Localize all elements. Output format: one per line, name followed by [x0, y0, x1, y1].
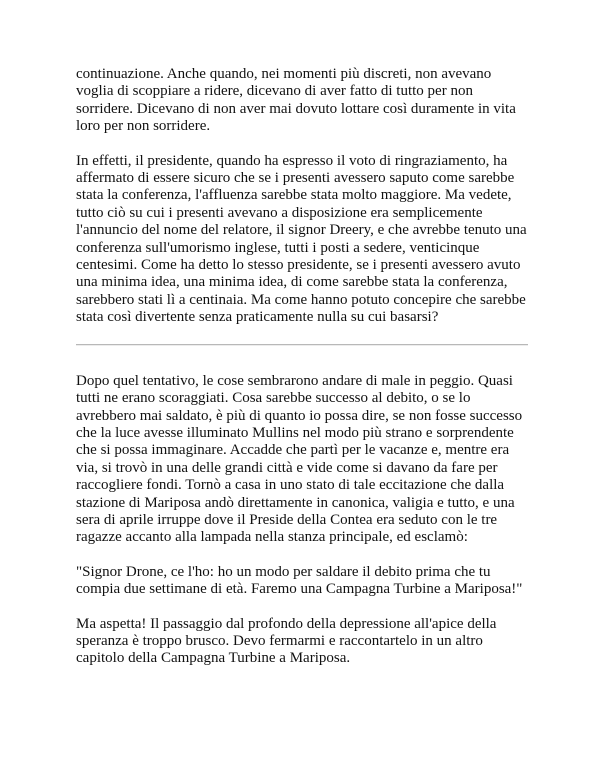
paragraph-closing: Ma aspetta! Il passaggio dal profondo della depressione all'apice della speranza è troppo brusco. Devo fermarmi e raccontartelo in un altro capitolo della Campagna Turbine a Mariposa.	[76, 615, 497, 667]
paragraph-mullins: Dopo quel tentativo, le cose sembrarono andare di male in peggio. Quasi tutti ne erano scoraggiati. Cosa sarebbe successo al debito, o se lo avrebbero mai saldato, è più di quanto io possa dire, se non fosse successo che la luce avesse illuminato Mullins nel modo più strano e sorprendente che si possa immaginare. Accadde che partì per le vacanze e, mentre era via, si trovò in una delle grandi città e vide come si davano da fare per raccogliere fondi. Tornò a casa in uno stato di tale eccitazione che dalla stazione di Mariposa andò direttamente in canonica, valigia e tutto, e una sera di aprile irruppe dove il Preside della Contea era seduto con le tre ragazze accanto alla lampada nella stanza principale, ed esclamò:	[76, 372, 523, 546]
paragraph-quote: "Signor Drone, ce l'ho: ho un modo per saldare il debito prima che tu compia due settimane di età. Faremo una Campagna Turbine a Mariposa!"	[76, 563, 523, 598]
document-page	[76, 66, 528, 685]
paragraph-continuation: continuazione. Anche quando, nei momenti più discreti, non avevano voglia di scoppiare a ridere, dicevano di aver fatto di tutto per non sorridere. Dicevano di non aver mai dovuto lottare così duramente in vita loro per non sorridere.	[76, 66, 516, 135]
section-divider	[76, 344, 528, 346]
paragraph-president: In effetti, il presidente, quando ha espresso il voto di ringraziamento, ha affermato di essere sicuro che se i presenti avessero saputo come sarebbe stata la conferenza, l'affluenza sarebbe stata molto maggiore. Ma vedete, tutto ciò su cui i presenti avevano a disposizione era semplicemente l'annuncio del nome del relatore, il signor Dreery, e che avrebbe tenuto una conferenza sull'umorismo inglese, tutti i posti a sedere, venticinque centesimi. Come ha detto lo stesso presidente, se i presenti avessero avuto una minima idea, una minima idea, di come sarebbe stata la conferenza, sarebbero stati lì a centinaia. Ma come hanno potuto concepire che sarebbe stata così divertente senza praticamente nulla su cui basarsi?	[76, 152, 527, 326]
